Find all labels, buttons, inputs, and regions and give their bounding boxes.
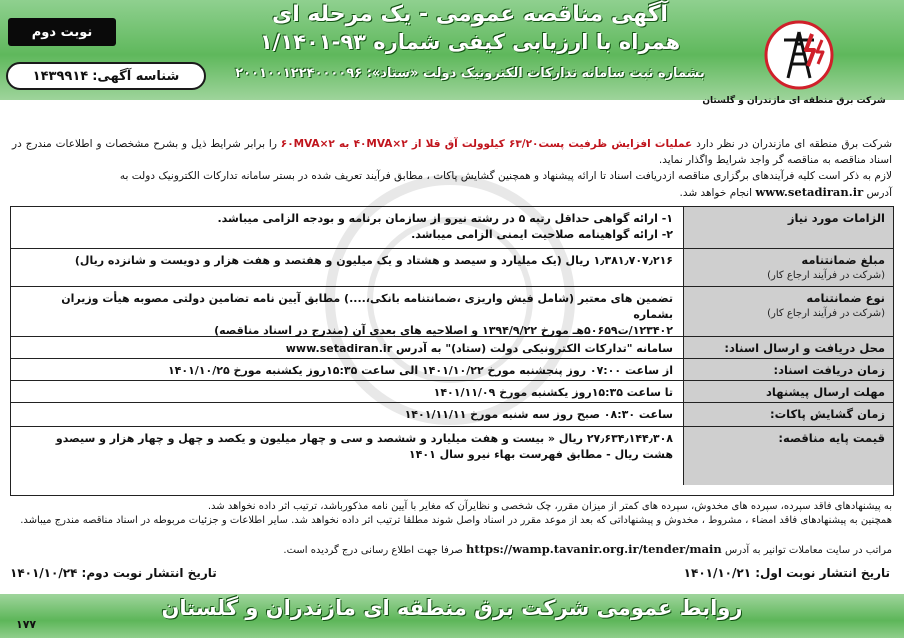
publish-first-label: تاریخ انتشار نوبت اول: [755,566,890,580]
table-row [11,287,893,337]
publish-first [684,566,890,586]
ad-id-label: شناسه آگهی: [92,68,180,84]
note3-before: مراتب در سایت معاملات توانیر به آدرس [724,545,892,556]
intro-line3-before: آدرس [866,187,892,199]
row-value-line: سامانه "تدارکات الکترونیکی دولت (ستاد)" به آدرس www.setadiran.ir [285,342,673,355]
note-tavanir [12,542,892,558]
title-line-1: آگهی مناقصه عمومی - یک مرحله ای [272,2,668,27]
power-tower-lightning-logo-icon [764,20,834,90]
company-logo-block [696,12,896,112]
row-sublabel: (شرکت در فرآیند ارجاع کار) [767,270,885,281]
row-value [15,359,679,380]
row-value-line: ۲۷٫۶۳۴٫۱۴۴٫۳۰۸ ریال « بیست و هفت میلیارد و ششصد و سی و چهار میلیون و یکصد و چهل و چهار هزار و سیصدو [55,432,673,445]
row-label-text: زمان گشایش پاکات: [770,407,885,421]
footer-text: روابط عمومی شرکت برق منطقه ای مازندران و گلستان [161,596,743,620]
row-label [683,337,893,358]
title-line-2: همراه با ارزیابی کیفی شماره ۹۳-۱/۱۴۰۱ [259,30,681,54]
row-value-line: ساعت ۰۸:۳۰ صبح روز سه شنبه مورخ ۱۴۰۱/۱۱/۱۱ [404,408,673,421]
row-value-line: ۱۲۳۴۰۲/ت۵۰۶۵۹هـ مورخ ۱۳۹۴/۹/۲۲ و اصلاحیه های بعدی آن (مندرج در اسناد مناقصه) [214,324,673,337]
row-value [15,381,679,402]
table-row [11,337,893,359]
project-title-highlight: عملیات افزایش ظرفیت پست۶۳/۲۰ کیلوولت آق قلا از ۲×۴۰MVA به ۲×۶۰MVA [280,138,693,150]
publish-first-date: ۱۴۰۱/۱۰/۲۱ [683,566,752,580]
intro-paragraph-1 [12,136,892,168]
tavanir-link[interactable]: https://wamp.tavanir.org.ir/tender/main [466,542,722,556]
row-value [15,403,679,426]
publish-second-date: ۱۴۰۱/۱۰/۲۴ [10,566,78,580]
row-label-text: مبلغ ضمانتنامه [801,253,885,267]
row-label-text: محل دریافت و ارسال اسناد: [724,341,885,355]
intro-line1-after: را برابر شرایط ذیل و بشرح مشخصات و اطلاعات مندرج در اسناد مناقصه به مناقصه گر واجد شرایط واگذار نماید. [12,138,892,166]
intro-paragraph-3 [12,184,892,201]
row-value-line: ۲- ارائه گواهینامه صلاحیت ایمنی الزامی میباشد. [411,228,673,241]
note3-after: صرفا جهت اطلاع رسانی درج گردیده است. [283,545,463,556]
ad-id-value: ۱۴۳۹۹۱۴ [32,68,89,84]
note-deposit: به پیشنهادهای فاقد سپرده، سپرده های مخدوش، سپرده های کمتر از میزان مقرر، چک شخصی و نظایرآن که مغایر با آیین نامه مذکورباشد، ترتیب اثر داده نخواهد شد. [207,501,892,512]
round-tag [8,18,116,46]
row-label-text: زمان دریافت اسناد: [773,363,885,377]
intro-line3-after: انجام خواهد شد. [679,187,753,199]
row-label [683,287,893,336]
row-label [683,381,893,402]
table-row [11,249,893,287]
row-label [683,427,893,485]
row-value-line: از ساعت ۰۷:۰۰ روز پنجشنبه مورخ ۱۴۰۱/۱۰/۲۲ الی ساعت ۱۵:۳۵روز یکشنبه مورخ ۱۴۰۱/۱۰/۲۵ [167,364,673,377]
page-number: ۱۷۷ [16,618,37,631]
tender-details-table [10,206,894,496]
row-value-line: تضمین های معتبر (شامل فیش واریزی ،ضمانتنامه بانکی،....) مطابق آیین نامه تضامین دولتی مصوبه هیأت وزیران بشماره [61,292,673,321]
ad-id-box [6,62,206,90]
row-value-line: ۱٫۳۸۱٫۷۰۷٫۲۱۶ ریال (یک میلیارد و سیصد و هشتاد و یک میلیون و هفتصد و هفت هزار و دویست و شانزده ریال) [74,254,673,267]
intro-line1-before: شرکت برق منطقه ای مازندران در نظر دارد [696,138,892,150]
row-label-text: نوع ضمانتنامه [806,291,885,305]
table-row [11,207,893,249]
row-value-line: تا ساعت ۱۵:۳۵روز یکشنبه مورخ ۱۴۰۱/۱۱/۰۹ [433,386,673,399]
row-value [15,207,679,248]
row-label [683,359,893,380]
row-value-line: ۱- ارائه گواهی حداقل رتبه ۵ در رشته نیرو از سازمان برنامه و بودجه الزامی میباشد. [217,212,673,225]
row-value [15,249,679,286]
company-caption: شرکت برق منطقه ای مازندران و گلستان [702,96,886,106]
row-value-line: هشت ریال - مطابق فهرست بهاء نیرو سال ۱۴۰۱ [408,448,673,461]
row-label-text: الزامات مورد نیاز [787,211,885,225]
note-proposals: همچنین به پیشنهادهای فاقد امضاء ، مشروط ، مخدوش و پیشنهاداتی که بعد از موعد مقرر در اسناد واصل شوند مطلقا ترتیب اثر داده نخواهد شد. سایر اطلاعات و جزئیات مربوطه در اسناد مناقصه مندرج میباشد. [20,515,892,526]
table-row [11,403,893,427]
table-row [11,381,893,403]
setadiran-link[interactable]: www.setadiran.ir [755,185,864,199]
publish-second-label: تاریخ انتشار نوبت دوم: [81,566,217,580]
round-tag-text: نوبت دوم [31,24,93,40]
row-label-text: قیمت پایه مناقصه: [778,431,885,445]
table-row [11,427,893,485]
row-label [683,249,893,286]
publish-second [10,566,217,586]
table-row [11,359,893,381]
title-line-3: بشماره ثبت سامانه تدارکات الکترونیک دولت «ستاد»: ۲۰۰۱۰۰۱۲۲۴۰۰۰۰۹۶ [235,66,705,81]
row-label [683,403,893,426]
row-value [15,287,679,336]
row-value [15,427,679,485]
row-label [683,207,893,248]
intro-paragraph-2: لازم به ذکر است کلیه فرآیندهای برگزاری مناقصه ازدریافت اسناد تا ارائه پیشنهاد و همچنین گشایش پاکات ، مطابق فرآیند تعریف شده در بستر سامانه تدارکات الکترونیک دولت به [119,170,892,182]
row-sublabel: (شرکت در فرآیند ارجاع کار) [767,308,885,319]
row-label-text: مهلت ارسال پیشنهاد [766,385,885,399]
row-value [15,337,679,358]
